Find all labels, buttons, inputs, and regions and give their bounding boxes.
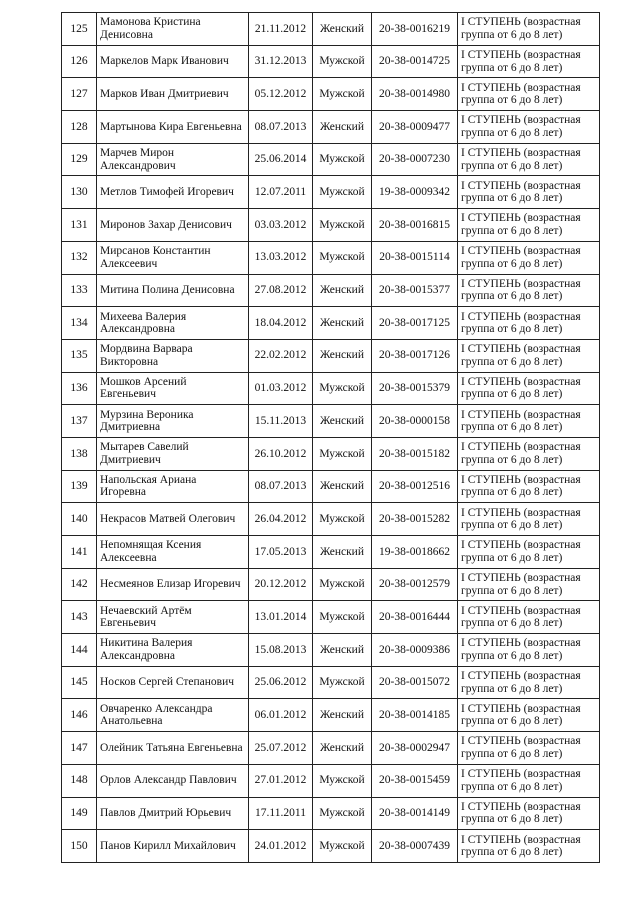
level-group-cell [458,45,600,78]
level-group: I СТУПЕНЬ (возрастная группа от 6 до 8 лет) [461,375,581,401]
birth-date-cell: 18.04.2012 [249,307,313,340]
birth-date-cell: 22.02.2012 [249,339,313,372]
row-number-cell: 126 [62,45,97,78]
level-group: I СТУПЕНЬ (возрастная группа от 6 до 8 лет) [461,277,581,303]
birth-date-cell: 26.10.2012 [249,437,313,470]
gender-cell: Мужской [313,830,372,863]
gender-cell: Женский [313,405,372,438]
table-row [62,764,600,797]
table-row [62,372,600,405]
registration-id-cell: 20-38-0007439 [372,830,458,863]
row-number-cell: 137 [62,405,97,438]
participant-name-cell: Олейник Татьяна Евгеньевна [97,732,249,765]
table-row [62,45,600,78]
registration-id-cell: 20-38-0002947 [372,732,458,765]
row-number-cell: 142 [62,568,97,601]
row-number-cell: 146 [62,699,97,732]
table-row [62,699,600,732]
row-number-cell: 127 [62,78,97,111]
table-row [62,78,600,111]
row-number-cell: 145 [62,666,97,699]
level-group-cell [458,13,600,46]
level-group-cell [458,372,600,405]
birth-date-cell: 06.01.2012 [249,699,313,732]
level-group: I СТУПЕНЬ (возрастная группа от 6 до 8 лет) [461,114,581,139]
registration-id-cell: 20-38-0000158 [372,405,458,438]
participant-name-cell: Мордвина Варвара Викторовна [97,339,249,372]
row-number-cell: 140 [62,503,97,536]
registration-id-cell: 20-38-0014725 [372,45,458,78]
level-group-cell [458,470,600,503]
row-number-cell: 133 [62,274,97,307]
participant-name-cell: Нечаевский Артём Евгеньевич [97,601,249,634]
level-group: I СТУПЕНЬ (возрастная группа от 6 до 8 лет) [461,179,581,205]
level-group: I СТУПЕНЬ (возрастная группа от 6 до 8 лет) [461,604,581,630]
registration-id-cell: 20-38-0017126 [372,339,458,372]
gender-cell: Мужской [313,143,372,176]
row-number-cell: 135 [62,339,97,372]
birth-date-cell: 25.07.2012 [249,732,313,765]
row-number-cell: 143 [62,601,97,634]
level-group: I СТУПЕНЬ (возрастная группа от 6 до 8 лет) [461,506,581,532]
level-group-cell [458,405,600,438]
table-row [62,13,600,46]
birth-date-cell: 25.06.2012 [249,666,313,699]
table-row [62,666,600,699]
birth-date-cell: 15.08.2013 [249,634,313,667]
row-number-cell: 138 [62,437,97,470]
row-number-cell: 136 [62,372,97,405]
participant-name-cell: Непомнящая Ксения Алексеевна [97,536,249,569]
participant-name-cell: Мошков Арсений Евгеньевич [97,372,249,405]
level-group-cell [458,437,600,470]
gender-cell: Мужской [313,568,372,601]
table-row [62,209,600,242]
birth-date-cell: 08.07.2013 [249,470,313,503]
level-group: I СТУПЕНЬ (возрастная группа от 6 до 8 лет) [461,800,581,826]
participant-name-cell: Мытарев Савелий Дмитриевич [97,437,249,470]
gender-cell: Женский [313,470,372,503]
participant-name-cell: Орлов Александр Павлович [97,764,249,797]
table-row [62,111,600,144]
gender-cell: Мужской [313,372,372,405]
gender-cell: Мужской [313,437,372,470]
gender-cell: Мужской [313,176,372,209]
table-row [62,307,600,340]
level-group: I СТУПЕНЬ (возрастная группа от 6 до 8 лет) [461,16,581,41]
gender-cell: Женский [313,307,372,340]
level-group: I СТУПЕНЬ (возрастная группа от 6 до 8 лет) [461,539,581,564]
table-row [62,830,600,863]
row-number-cell: 144 [62,634,97,667]
registration-id-cell: 20-38-0009477 [372,111,458,144]
participant-name-cell: Мамонова Кристина Денисовна [97,13,249,46]
birth-date-cell: 08.07.2013 [249,111,313,144]
birth-date-cell: 25.06.2014 [249,143,313,176]
row-number-cell: 150 [62,830,97,863]
birth-date-cell: 12.07.2011 [249,176,313,209]
registration-id-cell: 20-38-0007230 [372,143,458,176]
level-group: I СТУПЕНЬ (возрастная группа от 6 до 8 лет) [461,833,581,859]
participant-name-cell: Марков Иван Дмитриевич [97,78,249,111]
gender-cell: Мужской [313,503,372,536]
level-group: I СТУПЕНЬ (возрастная группа от 6 до 8 лет) [461,343,581,368]
table-row [62,634,600,667]
level-group-cell [458,209,600,242]
participant-name-cell: Марчев Мирон Александрович [97,143,249,176]
gender-cell: Мужской [313,601,372,634]
birth-date-cell: 24.01.2012 [249,830,313,863]
level-group-cell [458,143,600,176]
table-row [62,568,600,601]
gender-cell: Мужской [313,45,372,78]
table-row [62,274,600,307]
row-number-cell: 139 [62,470,97,503]
participant-name-cell: Маркелов Марк Иванович [97,45,249,78]
gender-cell: Женский [313,634,372,667]
participants-table [61,12,600,863]
row-number-cell: 134 [62,307,97,340]
row-number-cell: 125 [62,13,97,46]
gender-cell: Мужской [313,797,372,830]
level-group: I СТУПЕНЬ (возрастная группа от 6 до 8 лет) [461,81,581,107]
birth-date-cell: 03.03.2012 [249,209,313,242]
birth-date-cell: 31.12.2013 [249,45,313,78]
gender-cell: Мужской [313,666,372,699]
level-group-cell [458,830,600,863]
registration-id-cell: 20-38-0016815 [372,209,458,242]
gender-cell: Женский [313,339,372,372]
participant-name-cell: Некрасов Матвей Олегович [97,503,249,536]
level-group-cell [458,764,600,797]
gender-cell: Мужской [313,764,372,797]
row-number-cell: 141 [62,536,97,569]
registration-id-cell: 20-38-0012516 [372,470,458,503]
registration-id-cell: 19-38-0009342 [372,176,458,209]
registration-id-cell: 20-38-0016444 [372,601,458,634]
participant-name-cell: Напольская Ариана Игоревна [97,470,249,503]
level-group-cell [458,601,600,634]
registration-id-cell: 20-38-0012579 [372,568,458,601]
registration-id-cell: 20-38-0015114 [372,241,458,274]
row-number-cell: 132 [62,241,97,274]
level-group: I СТУПЕНЬ (возрастная группа от 6 до 8 лет) [461,702,581,728]
birth-date-cell: 01.03.2012 [249,372,313,405]
birth-date-cell: 27.01.2012 [249,764,313,797]
participants-table-body [62,13,600,863]
table-row [62,176,600,209]
level-group-cell [458,666,600,699]
birth-date-cell: 20.12.2012 [249,568,313,601]
table-row [62,470,600,503]
birth-date-cell: 17.11.2011 [249,797,313,830]
row-number-cell: 148 [62,764,97,797]
participant-name-cell: Носков Сергей Степанович [97,666,249,699]
birth-date-cell: 13.01.2014 [249,601,313,634]
birth-date-cell: 05.12.2012 [249,78,313,111]
table-row [62,503,600,536]
participant-name-cell: Миронов Захар Денисович [97,209,249,242]
participant-name-cell: Мурзина Вероника Дмитриевна [97,405,249,438]
table-row [62,732,600,765]
level-group: I СТУПЕНЬ (возрастная группа от 6 до 8 лет) [461,408,581,434]
row-number-cell: 131 [62,209,97,242]
level-group: I СТУПЕНЬ (возрастная группа от 6 до 8 лет) [461,245,581,270]
level-group-cell [458,307,600,340]
level-group: I СТУПЕНЬ (возрастная группа от 6 до 8 лет) [461,473,581,499]
registration-id-cell: 20-38-0014185 [372,699,458,732]
level-group-cell [458,699,600,732]
registration-id-cell: 20-38-0015459 [372,764,458,797]
birth-date-cell: 13.03.2012 [249,241,313,274]
participant-name-cell: Михеева Валерия Александровна [97,307,249,340]
gender-cell: Женский [313,111,372,144]
gender-cell: Женский [313,732,372,765]
level-group: I СТУПЕНЬ (возрастная группа от 6 до 8 лет) [461,670,581,695]
table-row [62,797,600,830]
birth-date-cell: 15.11.2013 [249,405,313,438]
participant-name-cell: Мартынова Кира Евгеньевна [97,111,249,144]
registration-id-cell: 20-38-0014980 [372,78,458,111]
participant-name-cell: Мирсанов Константин Алексеевич [97,241,249,274]
table-row [62,143,600,176]
table-row [62,405,600,438]
level-group-cell [458,732,600,765]
level-group-cell [458,274,600,307]
level-group-cell [458,503,600,536]
level-group-cell [458,176,600,209]
registration-id-cell: 20-38-0015282 [372,503,458,536]
level-group-cell [458,536,600,569]
level-group: I СТУПЕНЬ (возрастная группа от 6 до 8 лет) [461,147,581,172]
participant-name-cell: Несмеянов Елизар Игоревич [97,568,249,601]
level-group: I СТУПЕНЬ (возрастная группа от 6 до 8 лет) [461,637,581,662]
level-group: I СТУПЕНЬ (возрастная группа от 6 до 8 лет) [461,735,581,760]
table-row [62,339,600,372]
participant-name-cell: Митина Полина Денисовна [97,274,249,307]
level-group-cell [458,568,600,601]
row-number-cell: 147 [62,732,97,765]
birth-date-cell: 21.11.2012 [249,13,313,46]
table-row [62,601,600,634]
level-group-cell [458,339,600,372]
row-number-cell: 128 [62,111,97,144]
level-group: I СТУПЕНЬ (возрастная группа от 6 до 8 лет) [461,768,581,793]
table-row [62,241,600,274]
gender-cell: Мужской [313,209,372,242]
participant-name-cell: Никитина Валерия Александровна [97,634,249,667]
gender-cell: Мужской [313,241,372,274]
participant-name-cell: Овчаренко Александра Анатольевна [97,699,249,732]
registration-id-cell: 20-38-0015379 [372,372,458,405]
registration-id-cell: 20-38-0015072 [372,666,458,699]
level-group-cell [458,78,600,111]
registration-id-cell: 20-38-0009386 [372,634,458,667]
gender-cell: Женский [313,536,372,569]
level-group: I СТУПЕНЬ (возрастная группа от 6 до 8 лет) [461,441,581,466]
registration-id-cell: 20-38-0016219 [372,13,458,46]
registration-id-cell: 20-38-0015377 [372,274,458,307]
table-row [62,536,600,569]
level-group: I СТУПЕНЬ (возрастная группа от 6 до 8 лет) [461,310,581,336]
gender-cell: Женский [313,13,372,46]
gender-cell: Женский [313,699,372,732]
participant-name-cell: Метлов Тимофей Игоревич [97,176,249,209]
level-group: I СТУПЕНЬ (возрастная группа от 6 до 8 лет) [461,49,581,74]
gender-cell: Мужской [313,78,372,111]
table-row [62,437,600,470]
level-group: I СТУПЕНЬ (возрастная группа от 6 до 8 лет) [461,212,581,237]
participant-name-cell: Павлов Дмитрий Юрьевич [97,797,249,830]
registration-id-cell: 20-38-0015182 [372,437,458,470]
level-group: I СТУПЕНЬ (возрастная группа от 6 до 8 лет) [461,572,581,597]
participant-name-cell: Панов Кирилл Михайлович [97,830,249,863]
row-number-cell: 129 [62,143,97,176]
registration-id-cell: 20-38-0014149 [372,797,458,830]
registration-id-cell: 20-38-0017125 [372,307,458,340]
birth-date-cell: 27.08.2012 [249,274,313,307]
row-number-cell: 130 [62,176,97,209]
registration-id-cell: 19-38-0018662 [372,536,458,569]
level-group-cell [458,241,600,274]
birth-date-cell: 26.04.2012 [249,503,313,536]
gender-cell: Женский [313,274,372,307]
level-group-cell [458,111,600,144]
birth-date-cell: 17.05.2013 [249,536,313,569]
row-number-cell: 149 [62,797,97,830]
level-group-cell [458,797,600,830]
level-group-cell [458,634,600,667]
